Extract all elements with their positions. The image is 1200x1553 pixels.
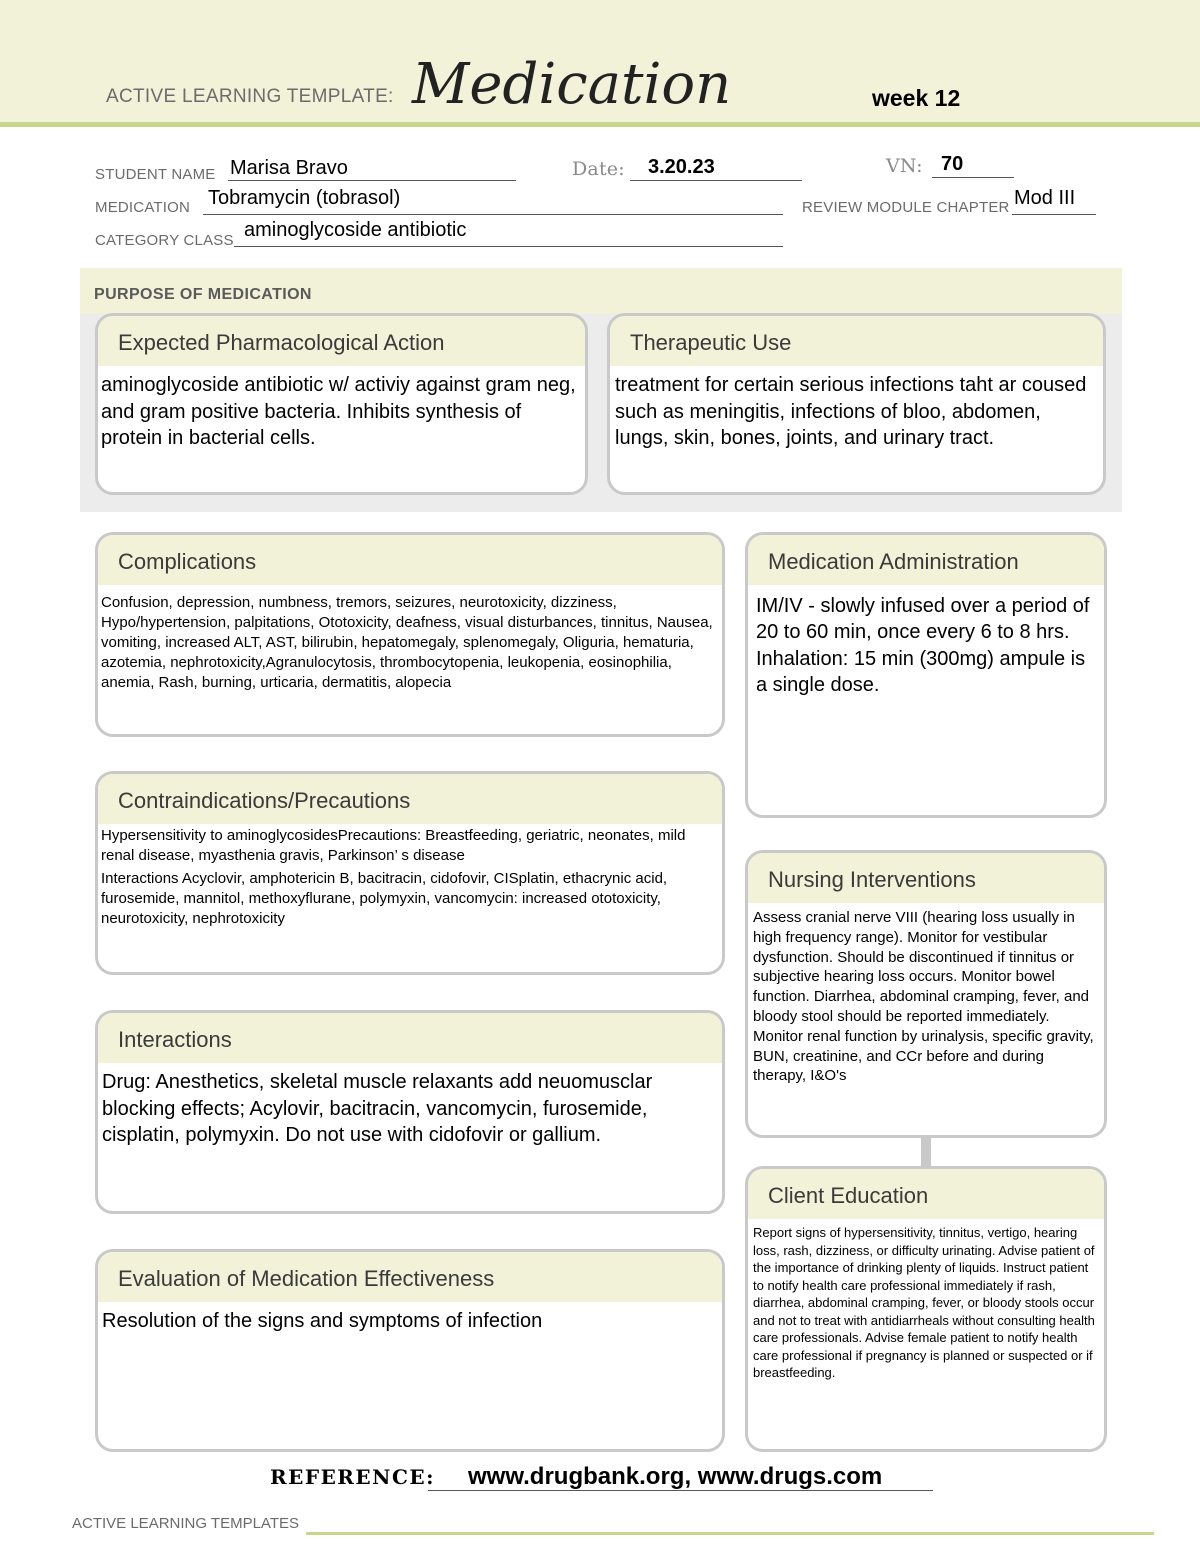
review-module-field[interactable]: Mod III bbox=[1014, 187, 1076, 209]
expected-action-text: aminoglycoside antibiotic w/ activiy against gram neg, and gram positive bacteria. Inhibits synthesis of protein in bacterial cells. bbox=[101, 374, 576, 449]
vn-underline bbox=[932, 177, 1014, 178]
header-rule bbox=[0, 122, 1200, 127]
nursing-interventions-text: Assess cranial nerve VIII (hearing loss usually in high frequency range). Monitor for vestibular dysfunction. Should be discontinued if tinnitus or subjective hearing loss occurs. Monitor bowel function. Diarrhea, abdominal cramping, fever, and bloody stool should be reported immediately. Monitor renal function by urinalysis, specific gravity, BUN, creatinine, and CCr before and during therapy, I&O's bbox=[753, 909, 1094, 1085]
purpose-label: PURPOSE OF MEDICATION bbox=[94, 286, 312, 303]
template-title: Medication bbox=[412, 52, 732, 117]
week-label: week 12 bbox=[872, 85, 961, 111]
contraindications-text: Hypersensitivity to aminoglycosidesPrecautions: Breastfeeding, geriatric, neonates, mild renal disease, myasthenia gravis, Parkinson’ s disease bbox=[101, 827, 686, 864]
evaluation-text: Resolution of the signs and symptoms of infection bbox=[102, 1310, 543, 1332]
interactions-title: Interactions bbox=[118, 1027, 232, 1052]
drug-interactions-text: Interactions Acyclovir, amphotericin B, bacitracin, cidofovir, CISplatin, ethacrynic acid, furosemide, mannitol, methoxyflurane, polymyxin, vancomycin: increased ototoxicity, neurotoxicity, nephrotoxicity bbox=[101, 870, 668, 927]
administration-title: Medication Administration bbox=[768, 549, 1019, 574]
complications-box bbox=[95, 532, 725, 737]
evaluation-box bbox=[95, 1249, 725, 1452]
date-field[interactable]: 3.20.23 bbox=[648, 156, 715, 178]
therapeutic-use-title: Therapeutic Use bbox=[630, 330, 792, 355]
therapeutic-use-text: treatment for certain serious infections taht ar coused such as meningitis, infections of bloo, abdomen, lungs, skin, bones, joints, and urinary tract. bbox=[615, 374, 1087, 449]
medication-underline bbox=[203, 214, 783, 215]
student-name-field[interactable]: Marisa Bravo bbox=[230, 157, 348, 179]
complications-title: Complications bbox=[118, 549, 257, 574]
administration-text-iv: IM/IV - slowly infused over a period of 20 to 60 min, once every 6 to 8 hrs. bbox=[756, 595, 1090, 644]
medication-label: MEDICATION bbox=[95, 199, 191, 216]
footer-label: ACTIVE LEARNING TEMPLATES bbox=[72, 1515, 299, 1532]
client-education-title: Client Education bbox=[768, 1183, 929, 1208]
interactions-text: Drug: Anesthetics, skeletal muscle relaxants add neuomusclar blocking effects; Acylovir, bacitracin, vancomycin, furosemide, cisplatin, polymyxin. Do not use with cidofovir or gallium. bbox=[102, 1071, 653, 1146]
client-education-text: Report signs of hypersensitivity, tinnitus, vertigo, hearing loss, rash, dizziness, or difficulty urinating. Advise patient of the importance of drinking plenty of liquids. Instruct patient to notify health care professional immediately if rash, diarrhea, abdominal cramping, fever, or bloody stools occur and not to treat with antidiarrheals without consulting health care professionals. Advise female patient to notify health care professional if pregnancy is planned or suspected or if breastfeeding. bbox=[753, 1225, 1095, 1380]
reference-links[interactable]: www.drugbank.org, www.drugs.com bbox=[468, 1463, 883, 1490]
review-module-underline bbox=[1012, 214, 1096, 215]
contraindications-title: Contraindications/Precautions bbox=[118, 788, 411, 813]
therapeutic-use-box bbox=[607, 313, 1106, 495]
category-class-label: CATEGORY CLASS bbox=[95, 232, 234, 249]
client-education-box bbox=[745, 1166, 1107, 1452]
contraindications-box bbox=[95, 771, 725, 975]
date-underline bbox=[630, 180, 802, 181]
category-class-underline bbox=[234, 246, 783, 247]
expected-action-title: Expected Pharmacological Action bbox=[118, 330, 445, 355]
administration-box bbox=[745, 532, 1107, 818]
footer-rule bbox=[306, 1532, 1154, 1535]
reference-label: REFERENCE: bbox=[270, 1465, 435, 1489]
evaluation-title: Evaluation of Medication Effectiveness bbox=[118, 1266, 495, 1291]
expected-action-box bbox=[95, 313, 588, 495]
nursing-interventions-title: Nursing Interventions bbox=[768, 867, 976, 892]
category-class-field[interactable]: aminoglycoside antibiotic bbox=[244, 219, 467, 241]
interactions-box bbox=[95, 1010, 725, 1214]
box-connector bbox=[921, 1135, 931, 1167]
vn-field[interactable]: 70 bbox=[941, 153, 964, 175]
medication-field[interactable]: Tobramycin (tobrasol) bbox=[208, 187, 401, 209]
review-module-label: REVIEW MODULE CHAPTER bbox=[802, 199, 1010, 216]
administration-text-inhalation: Inhalation: 15 min (300mg) ampule is a single dose. bbox=[756, 647, 1086, 696]
nursing-interventions-box bbox=[745, 850, 1107, 1138]
vn-label: VN: bbox=[886, 155, 923, 177]
student-name-label: STUDENT NAME bbox=[95, 166, 216, 183]
complications-text: Confusion, depression, numbness, tremors, seizures, neurotoxicity, dizziness, Hypo/hypertension, palpitations, Ototoxicity, deafness, visual disturbances, tinnitus, Nausea, vomiting, increased ALT, AST, bilirubin, hepatomegaly, splenomegaly, Oliguria, hematuria, azotemia, nephrotoxicity,Agranulocytosis, thrombocytopenia, leukopenia, eosinophilia, anemia, Rash, burning, urticaria, dermatitis, alopecia bbox=[101, 594, 713, 691]
template-label: ACTIVE LEARNING TEMPLATE: bbox=[106, 86, 394, 107]
student-name-underline bbox=[228, 180, 516, 181]
date-label: Date: bbox=[572, 158, 625, 180]
